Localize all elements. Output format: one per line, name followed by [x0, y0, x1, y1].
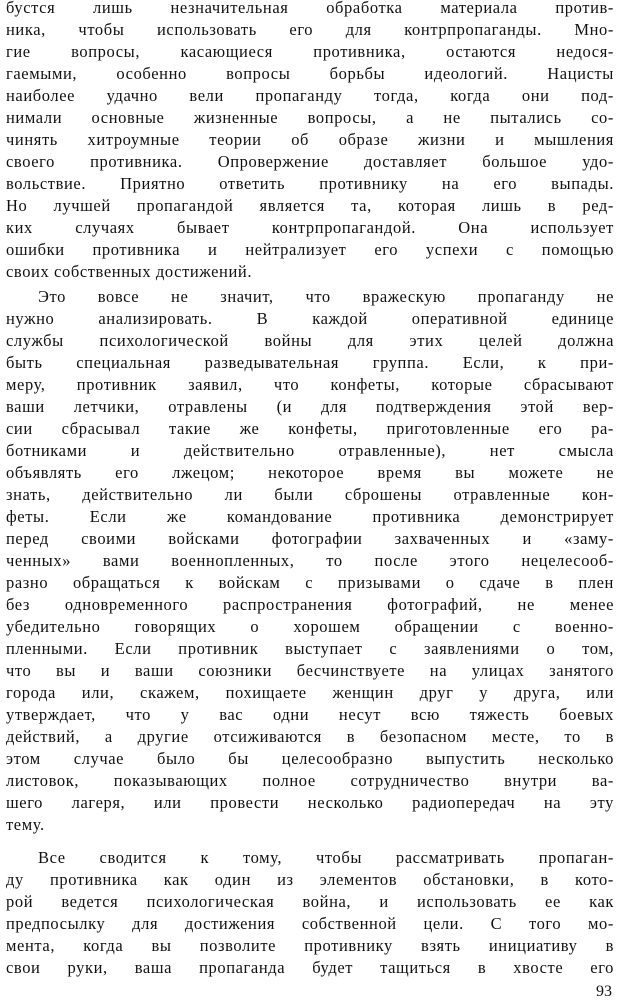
text-line: ошибки противника и нейтрализует его успехи с помощью: [6, 240, 614, 259]
text-line: нужно анализировать. В каждой оперативной единице: [6, 309, 614, 328]
text-line: ника, чтобы использовать его для контрпропаганды. Мно-: [6, 20, 614, 39]
text-line: гие вопросы, касающиеся противника, остаются недося-: [6, 42, 614, 61]
text-line: убедительно говорящих о хорошем обращении с военно-: [6, 617, 614, 636]
text-line: ченных» вами военнопленных, то после этого нецелесооб-: [6, 551, 614, 570]
text-line: пленными. Если противник выступает с заявлениями о том,: [6, 639, 614, 658]
text-line: свои руки, ваша пропаганда будет тащиться в хвосте его: [6, 958, 614, 977]
text-line: нимали основные жизненные вопросы, а не пытались со-: [6, 108, 614, 127]
text-line: сии сбрасывал такие же конфеты, приготовленные его ра-: [6, 419, 614, 438]
text-line: что вы и ваши союзники бесчинствуете на улицах занятого: [6, 661, 614, 680]
text-line: тему.: [6, 815, 45, 834]
text-line: бустся лишь незначительная обработка материала против-: [6, 0, 614, 17]
text-line: мента, когда вы позволите противнику взять инициативу в: [6, 936, 614, 955]
text-line: феты. Если же командование противника демонстрирует: [6, 507, 614, 526]
text-line: меру, противник заявил, что конфеты, которые сбрасывают: [6, 375, 614, 394]
text-line: гаемыми, особенно вопросы борьбы идеологий. Нацисты: [6, 64, 614, 83]
text-line: Все сводится к тому, чтобы рассматривать пропаган-: [38, 848, 614, 867]
text-line: службы психологической войны для этих целей должна: [6, 331, 614, 350]
text-line: города или, скажем, похищаете женщин друг у друга, или: [6, 683, 614, 702]
text-line: знать, действительно ли были сброшены отравленные кон-: [6, 485, 614, 504]
text-line: ких случаях бывает контрпропагандой. Она использует: [6, 218, 614, 237]
text-line: вольствие. Приятно ответить противнику на его выпады.: [6, 174, 614, 193]
text-line: ботниками и действительно отравленные), нет смысла: [6, 441, 614, 460]
text-line: объявлять его лжецом; некоторое время вы можете не: [6, 463, 614, 482]
text-line: листовок, показывающих полное сотрудничество внутри ва-: [6, 771, 614, 790]
text-line: Но лучшей пропагандой является та, которая лишь в ред-: [6, 196, 614, 215]
text-line: своих собственных достижений.: [6, 262, 253, 281]
page-number: 93: [596, 983, 612, 1000]
text-line: рой ведется психологическая война, и использовать ее как: [6, 892, 614, 911]
text-line: ваши летчики, отравлены (и для подтверждения этой вер-: [6, 397, 614, 416]
text-line: без одновременного распространения фотографий, не менее: [6, 595, 614, 614]
text-line: действий, а другие отсиживаются в безопасном месте, то в: [6, 727, 614, 746]
text-line: Это вовсе не значит, что вражескую пропаганду не: [38, 287, 614, 306]
text-line: перед своими войсками фотографии захваченных и «заму-: [6, 529, 614, 548]
text-line: ду противника как один из элементов обстановки, в кото-: [6, 870, 614, 889]
text-line: шего лагеря, или провести несколько радиопередач на эту: [6, 793, 614, 812]
text-line: предпосылку для достижения собственной цели. С того мо-: [6, 914, 614, 933]
text-line: наиболее удачно вели пропаганду тогда, когда они под-: [6, 86, 614, 105]
text-line: утверждает, что у вас одни несут всю тяжесть боевых: [6, 705, 614, 724]
text-line: разно обращаться к войскам с призывами о сдаче в плен: [6, 573, 614, 592]
text-line: чинять хитроумные теории об образе жизни и мышления: [6, 130, 614, 149]
text-line: своего противника. Опровержение доставляет большое удо-: [6, 152, 614, 171]
text-line: быть специальная разведывательная группа. Если, к при-: [6, 353, 614, 372]
text-line: этом случае было бы целесообразно выпустить несколько: [6, 749, 614, 768]
